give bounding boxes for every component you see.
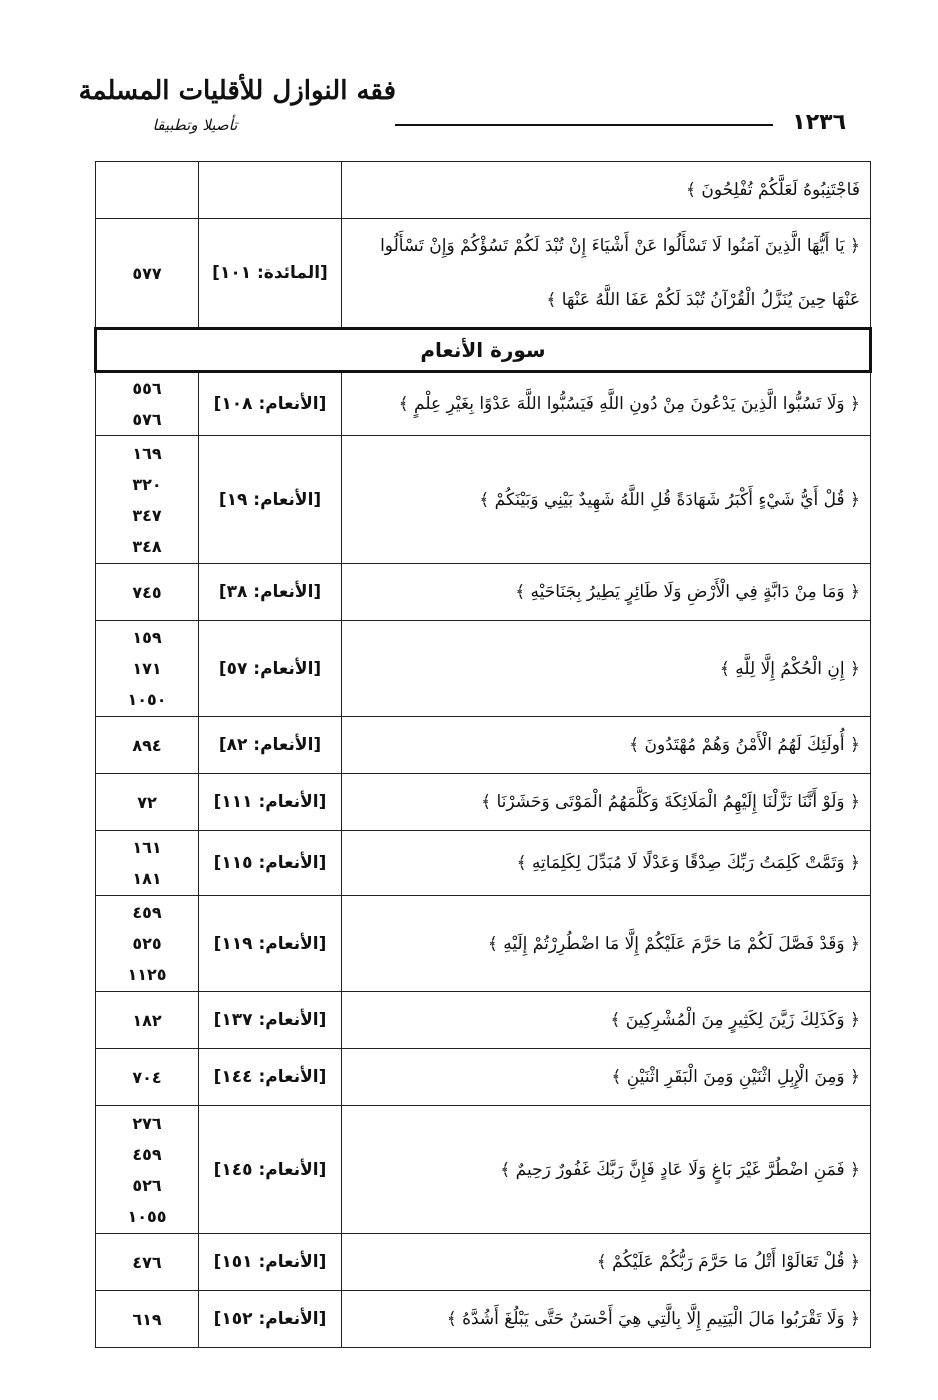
table-row	[96, 831, 871, 896]
table-row	[96, 621, 871, 717]
page-list	[96, 372, 199, 436]
book-title: فقه النوازل للأقليات المسلمة	[78, 76, 396, 106]
page-list	[96, 1049, 199, 1106]
verse-text: ﴿ إِنِ الْحُكْمُ إِلَّا لِلَّهِ ﴾	[342, 621, 871, 717]
table-row	[96, 372, 871, 436]
page-list	[96, 1291, 199, 1348]
page-number: ١٢٣٦	[792, 110, 846, 135]
verse-reference: [الأنعام: ١١٥]	[199, 831, 342, 896]
page-ref: ٤٥٩	[132, 903, 162, 922]
table-row	[96, 564, 871, 621]
page-list	[96, 831, 199, 896]
verse-reference	[199, 162, 342, 219]
verse-text: فَاجْتَنِبُوهُ لَعَلَّكُمْ تُفْلِحُونَ ﴾	[342, 162, 871, 219]
page-ref: ٧٢	[137, 792, 157, 812]
page-ref: ٥٥٦	[132, 379, 162, 398]
page-ref: ٣٢٠	[132, 474, 162, 494]
page-ref: ١١٢٥	[127, 965, 167, 984]
page-list	[96, 717, 199, 774]
table-row	[96, 1106, 871, 1234]
verse-text: ﴿ أُولَئِكَ لَهُمُ الْأَمْنُ وَهُمْ مُهْتَدُونَ ﴾	[342, 717, 871, 774]
page-ref: ١٧١	[132, 659, 162, 678]
page-ref: ٣٤٧	[132, 505, 162, 525]
verse-reference: [الأنعام: ١٤٤]	[199, 1049, 342, 1106]
page-ref: ٢٧٦	[132, 1113, 162, 1133]
page-list	[96, 621, 199, 717]
page-ref: ١٨١	[132, 869, 162, 888]
page-ref: ٥٧٧	[132, 263, 162, 283]
page-list	[96, 774, 199, 831]
table-row	[96, 1049, 871, 1106]
verse-text: ﴿ فَمَنِ اضْطُرَّ غَيْرَ بَاغٍ وَلَا عَادٍ فَإِنَّ رَبَّكَ غَفُورٌ رَحِيمٌ ﴾	[342, 1106, 871, 1234]
verse-reference: [الأنعام: ١٠٨]	[199, 372, 342, 436]
book-subtitle: تأصيلا وتطبيقا	[152, 116, 238, 134]
page-ref: ٨٩٤	[132, 735, 162, 755]
verse-reference: [الأنعام: ١٤٥]	[199, 1106, 342, 1234]
verse-text: ﴿ قُلْ أَيُّ شَيْءٍ أَكْبَرُ شَهَادَةً قُلِ اللَّهُ شَهِيدٌ بَيْنِي وَبَيْنَكُمْ ﴾	[342, 436, 871, 564]
page-ref: ٤٥٩	[132, 1144, 162, 1164]
verse-reference: [الأنعام: ١٩]	[199, 436, 342, 564]
verse-text: ﴿ وَلَا تَسُبُّوا الَّذِينَ يَدْعُونَ مِنْ دُونِ اللَّهِ فَيَسُبُّوا اللَّهَ عَدْوًا بِغَيْرِ عِلْمٍ ﴾	[342, 372, 871, 436]
page-list	[96, 436, 199, 564]
verse-reference: [الأنعام: ١٥٢]	[199, 1291, 342, 1348]
verse-reference: [المائدة: ١٠١]	[199, 219, 342, 329]
table-row	[96, 896, 871, 992]
table-row	[96, 992, 871, 1049]
header-rule	[395, 124, 773, 126]
page-ref: ٥٧٦	[132, 410, 162, 429]
verse-text: ﴿ يَا أَيُّهَا الَّذِينَ آمَنُوا لَا تَسْأَلُوا عَنْ أَشْيَاءَ إِنْ تُبْدَ لَكُمْ تَسُؤْكُمْ وَإِنْ تَسْأَلُوا عَنْهَا حِينَ يُنَزَّلُ الْقُرْآنُ تُبْدَ لَكُمْ عَفَا اللَّهُ عَنْهَا ﴾	[342, 219, 871, 329]
page-ref: ١٠٥٠	[127, 690, 167, 709]
page-ref: ١٥٩	[132, 628, 162, 647]
verse-reference: [الأنعام: ١٣٧]	[199, 992, 342, 1049]
page-ref: ٤٧٦	[132, 1252, 162, 1272]
page-ref: ١٨٢	[132, 1010, 162, 1030]
page-ref: ١٦١	[132, 838, 162, 857]
page-ref: ٦١٩	[132, 1309, 162, 1329]
verse-text: ﴿ وَتَمَّتْ كَلِمَتُ رَبِّكَ صِدْقًا وَعَدْلًا لَا مُبَدِّلَ لِكَلِمَاتِهِ ﴾	[342, 831, 871, 896]
verse-index-table	[94, 161, 872, 1348]
verse-reference: [الأنعام: ١١١]	[199, 774, 342, 831]
page-ref: ٥٢٥	[132, 934, 162, 953]
table-row	[96, 219, 871, 329]
page-ref: ٧٤٥	[132, 582, 162, 602]
verse-text: ﴿ وَلَا تَقْرَبُوا مَالَ الْيَتِيمِ إِلَّا بِالَّتِي هِيَ أَحْسَنُ حَتَّى يَبْلُغَ أَشُدَّهُ ﴾	[342, 1291, 871, 1348]
page-list	[96, 992, 199, 1049]
verse-reference: [الأنعام: ٨٢]	[199, 717, 342, 774]
verse-reference: [الأنعام: ١١٩]	[199, 896, 342, 992]
page-list	[96, 1106, 199, 1234]
verse-text: ﴿ وَمَا مِنْ دَابَّةٍ فِي الْأَرْضِ وَلَا طَائِرٍ يَطِيرُ بِجَنَاحَيْهِ ﴾	[342, 564, 871, 621]
page-list	[96, 162, 199, 219]
table-row	[96, 717, 871, 774]
surah-heading-row	[96, 329, 871, 372]
surah-heading: سورة الأنعام	[96, 329, 871, 372]
verse-text: ﴿ وَكَذَلِكَ زَيَّنَ لِكَثِيرٍ مِنَ الْمُشْرِكِينَ ﴾	[342, 992, 871, 1049]
verse-text: ﴿ وَمِنَ الْإِبِلِ اثْنَيْنِ وَمِنَ الْبَقَرِ اثْنَيْنِ ﴾	[342, 1049, 871, 1106]
verse-text: ﴿ قُلْ تَعَالَوْا أَتْلُ مَا حَرَّمَ رَبُّكُمْ عَلَيْكُمْ ﴾	[342, 1234, 871, 1291]
table-row	[96, 1234, 871, 1291]
table-row	[96, 436, 871, 564]
verse-reference: [الأنعام: ٥٧]	[199, 621, 342, 717]
page-header	[0, 72, 938, 152]
page-ref: ١٦٩	[132, 443, 162, 463]
verse-reference: [الأنعام: ١٥١]	[199, 1234, 342, 1291]
page-ref: ٣٤٨	[132, 536, 162, 556]
verse-text: ﴿ وَلَوْ أَنَّنَا نَزَّلْنَا إِلَيْهِمُ الْمَلَائِكَةَ وَكَلَّمَهُمُ الْمَوْتَى وَحَشَرْنَا ﴾	[342, 774, 871, 831]
verse-text: ﴿ وَقَدْ فَصَّلَ لَكُمْ مَا حَرَّمَ عَلَيْكُمْ إِلَّا مَا اضْطُرِرْتُمْ إِلَيْهِ ﴾	[342, 896, 871, 992]
table-row	[96, 774, 871, 831]
page-ref: ٥٢٦	[132, 1175, 162, 1195]
page-list	[96, 1234, 199, 1291]
page-ref: ١٠٥٥	[127, 1206, 167, 1226]
page-ref: ٧٠٤	[132, 1067, 162, 1087]
page-list	[96, 896, 199, 992]
table-row	[96, 1291, 871, 1348]
page-list	[96, 219, 199, 329]
page-list	[96, 564, 199, 621]
table-row	[96, 162, 871, 219]
verse-reference: [الأنعام: ٣٨]	[199, 564, 342, 621]
